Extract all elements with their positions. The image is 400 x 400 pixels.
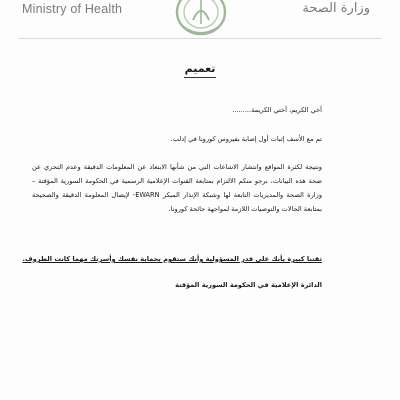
greeting: أخي الكريم، أختي الكريمة......... — [232, 106, 322, 114]
body-paragraph: ونتيجة لكثرة المواقع وانتشار الاشاعات التي من شأنها الابتعاد عن المعلومات الدقيقة وعدم التحري عن صحة هذه البيانات، نرجو منكم الالتزام بمتابعة القنوات الإعلامية الرسمية في الحكومة السورية المؤقتة –وزارة الصحة والمديريات التابعة لها وشبكة الإنذار المبكر EWARN- لإيصال المعلومة الدقيقة والصحيحة بمتابعة الحالات والتوصيات اللازمة لمواجهة جائحة كورونا. — [32, 163, 322, 213]
signature: الدائرة الإعلامية في الحكومة السورية المؤقتة — [175, 281, 322, 289]
header-arabic-title: وزارة الصحة — [302, 1, 370, 16]
closing-statement: ثقتنا كبيرة بأنك على قدر المسؤولية وأنك ستقوم بحماية نفسك وأسرتك مهما كانت الظروف. — [22, 255, 322, 263]
header-english-title: Ministry of Health — [22, 2, 123, 16]
announcement-line: تم مع الأسف إثبات أول إصابة بفيروس كورونا في إدلب. — [170, 135, 322, 143]
document-title: تعميم — [184, 62, 216, 75]
ministry-emblem-icon — [171, 0, 231, 36]
title-underline — [184, 77, 216, 78]
header-divider — [18, 38, 382, 39]
